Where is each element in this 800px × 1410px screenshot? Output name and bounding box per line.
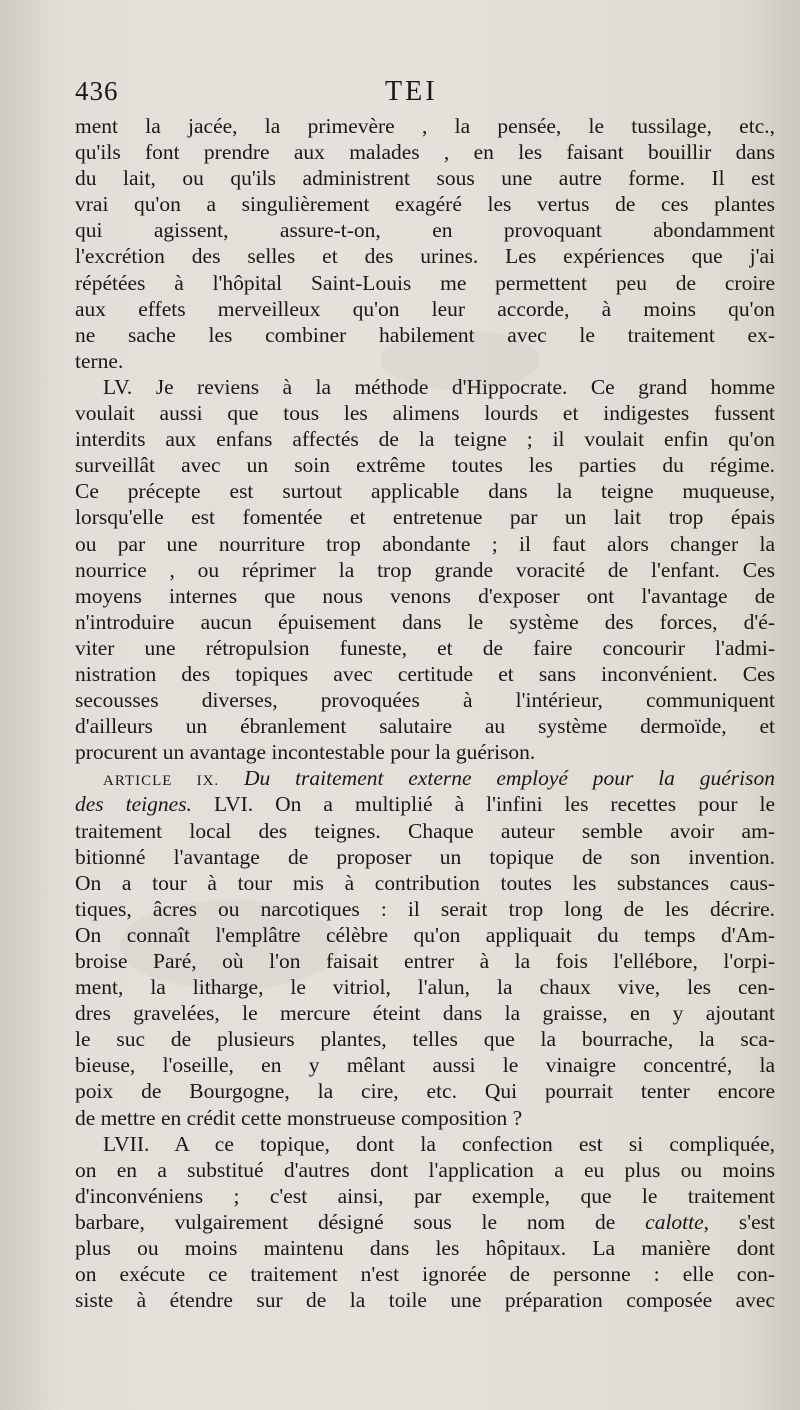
section-lv-start: LV. Je reviens à la méthode d'Hippocrate. Ce grand homme — [103, 374, 775, 399]
text-line: bieuse, l'oseille, en y mêlant aussi le vinaigre concentré, la — [75, 1053, 775, 1078]
section-lvii-start: LVII. A ce topique, dont la confection est si compliquée, — [103, 1131, 775, 1156]
italic-term: calotte — [645, 1209, 704, 1234]
text-line: nistration des topiques avec certitude et sans inconvénient. Ces — [75, 661, 775, 686]
article-heading-line-2 — [75, 791, 775, 817]
text-line: ment, la litharge, le vitriol, l'alun, la chaux vive, les cen- — [75, 975, 775, 1000]
text-line: On a tour à tour mis à contribution toutes les substances caus- — [75, 870, 775, 895]
text-line: ou par une nourriture trop abondante ; il faut alors changer la — [75, 531, 775, 556]
text-line: lorsqu'elle est fomentée et entretenue par un lait trop épais — [75, 505, 775, 530]
text-line: Ce précepte est surtout applicable dans la teigne muqueuse, — [75, 479, 775, 504]
text-line: interdits aux enfans affectés de la teigne ; il voulait enfin qu'on — [75, 427, 775, 452]
text-line: voulait aussi que tous les alimens lourds et indigestes fussent — [75, 401, 775, 426]
text-line: plus ou moins maintenu dans les hôpitaux. La manière dont — [75, 1236, 775, 1261]
text-line: répétées à l'hôpital Saint-Louis me permettent peu de croire — [75, 270, 775, 295]
article-label: ARTICLE IX. — [103, 773, 220, 790]
text-line: terne. — [75, 348, 124, 373]
page-number: 436 — [75, 76, 119, 106]
article-title-cont: des teignes. — [75, 792, 192, 817]
page-header — [75, 70, 775, 110]
text-line: on exécute ce traitement n'est ignorée de personne : elle con- — [75, 1262, 775, 1287]
text-line: nourrice , ou réprimer la trop grande voracité de l'enfant. Ces — [75, 557, 775, 582]
text-line: qui agissent, assure-t-on, en provoquant abondamment — [75, 218, 775, 243]
text-line: broise Paré, où l'on faisait entrer à la fois l'ellébore, l'orpi- — [75, 949, 775, 973]
text-line-with-italic — [75, 1209, 775, 1235]
article-title: Du traitement externe employé pour la guérison — [244, 766, 775, 791]
text-line: ment la jacée, la primevère , la pensée, le tussilage, etc., — [75, 114, 775, 138]
text-line: de mettre en crédit cette monstrueuse composition ? — [75, 1105, 523, 1130]
text-segment: , s'est — [703, 1209, 776, 1234]
text-line: siste à étendre sur de la toile une préparation composée avec — [75, 1288, 775, 1313]
text-line: du lait, ou qu'ils administrent sous une autre forme. Il est — [75, 166, 775, 191]
text-line: qu'ils font prendre aux malades , en les faisant bouillir dans — [75, 140, 775, 165]
text-line: moyens internes que nous venons d'exposer ont l'avantage de — [75, 583, 775, 608]
text-line: poix de Bourgogne, la cire, etc. Qui pourrait tenter encore — [75, 1079, 775, 1104]
text-line: viter une rétropulsion funeste, et de faire concourir l'admi- — [75, 635, 775, 660]
text-line: dres gravelées, le mercure éteint dans la graisse, en y ajoutant — [75, 1001, 775, 1026]
text-line: secousses diverses, provoquées à l'intérieur, communiquent — [75, 688, 775, 713]
text-line: d'inconvéniens ; c'est ainsi, par exemple, que le traitement — [75, 1183, 775, 1208]
text-line: On connaît l'emplâtre célèbre qu'on appliquait du temps d'Am- — [75, 922, 775, 947]
text-line: le suc de plusieurs plantes, telles que la bourrache, la sca- — [75, 1027, 775, 1052]
text-line: procurent un avantage incontestable pour la guérison. — [75, 740, 536, 765]
text-line: vrai qu'on a singulièrement exagéré les vertus de ces plantes — [75, 192, 775, 217]
text-line: tiques, âcres ou narcotiques : il serait trop long de les décrire. — [75, 896, 775, 921]
section-lvi-start: LVI. On a multiplié à l'infini les recettes pour le — [213, 792, 775, 817]
text-line: bitionné l'avantage de proposer un topique de son invention. — [75, 844, 775, 869]
body-text — [75, 113, 775, 1313]
text-segment: barbare, vulgairement désigné sous le nom de — [75, 1209, 616, 1234]
text-line: on en a substitué d'autres dont l'application a eu plus ou moins — [75, 1157, 775, 1182]
text-line: traitement local des teignes. Chaque auteur semble avoir am- — [75, 818, 775, 843]
text-line: ne sache les combiner habilement avec le traitement ex- — [75, 322, 775, 347]
text-line: l'excrétion des selles et des urines. Les expériences que j'ai — [75, 244, 775, 269]
running-head: TEI — [385, 76, 438, 107]
text-line: aux effets merveilleux qu'on leur accorde, à moins qu'on — [75, 296, 775, 321]
text-line: surveillât avec un soin extrême toutes les parties du régime. — [75, 453, 775, 478]
text-line: n'introduire aucun épuisement dans le système des forces, d'é- — [75, 609, 775, 634]
article-heading-line — [75, 765, 775, 791]
text-line: d'ailleurs un ébranlement salutaire au système dermoïde, et — [75, 714, 775, 739]
